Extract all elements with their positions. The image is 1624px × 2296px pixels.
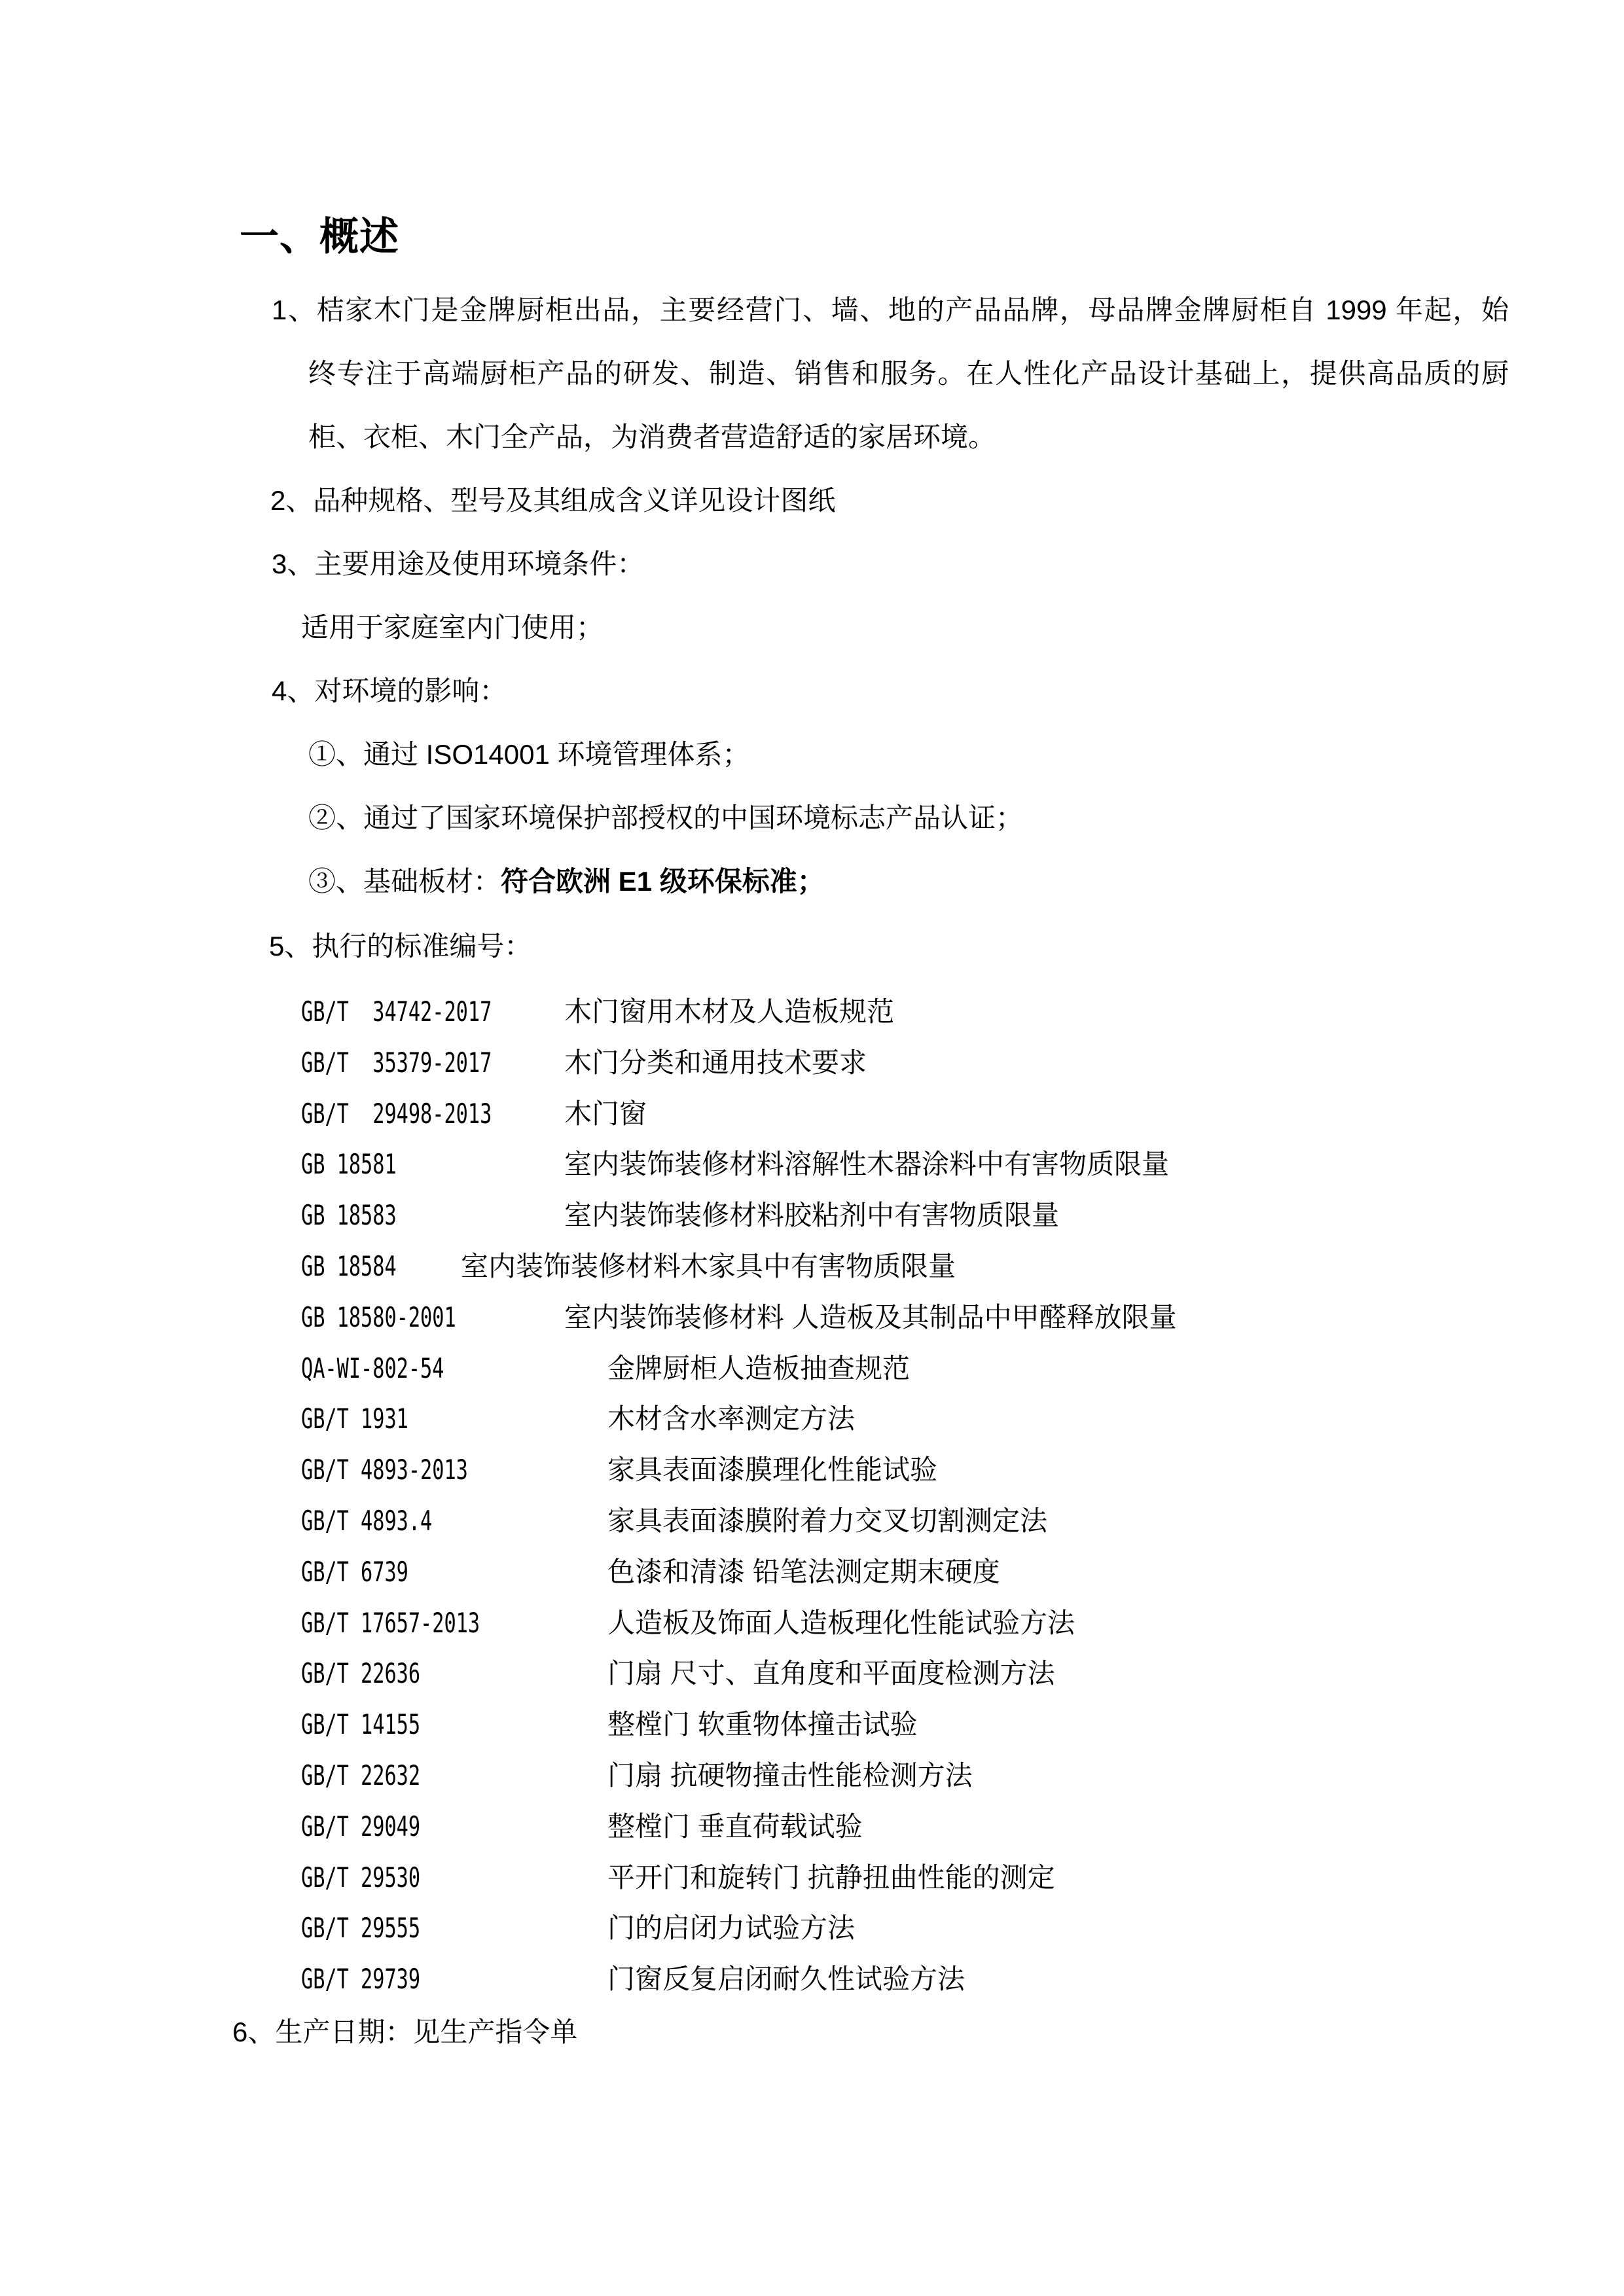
standard-row (0, 1654, 1624, 1693)
standard-code: GB 18581 (301, 1148, 397, 1180)
standard-row (0, 1960, 1624, 1999)
standard-desc: 门扇 尺寸、直角度和平面度检测方法 (607, 1658, 1055, 1689)
standard-code: GB/T 22632 (301, 1759, 421, 1791)
standard-row (0, 1807, 1624, 1846)
standard-code: GB/T 1931 (301, 1403, 408, 1435)
paragraph-6: 6、生产日期：见生产指令单 (232, 2017, 578, 2047)
standard-code: GB/T 29530 (301, 1861, 421, 1893)
standard-desc: 家具表面漆膜附着力交叉切割测定法 (607, 1505, 1048, 1536)
standard-code: GB/T 14155 (301, 1708, 421, 1740)
standard-desc: 室内装饰装修材料木家具中有害物质限量 (461, 1251, 956, 1282)
standard-row (0, 1501, 1624, 1541)
standard-row (0, 1450, 1624, 1490)
standard-code: GB/T 29739 (301, 1963, 421, 1995)
standard-code: GB/T 34742-2017 (301, 996, 492, 1028)
paragraph-1-line-3: 柜、衣柜、木门全产品，为消费者营造舒适的家居环境。 (308, 422, 996, 452)
standard-code: GB/T 29555 (301, 1912, 421, 1944)
standard-code: GB/T 4893-2013 (301, 1454, 468, 1486)
paragraph-3-sub: 适用于家庭室内门使用； (301, 612, 604, 643)
standard-code: GB/T 4893.4 (301, 1505, 433, 1537)
standard-row (0, 1094, 1624, 1134)
standard-code: GB/T 35379-2017 (301, 1047, 492, 1079)
standard-desc: 室内装饰装修材料溶解性木器涂料中有害物质限量 (564, 1149, 1170, 1179)
paragraph-4: 4、对环境的影响： (272, 675, 507, 706)
standard-desc: 门窗反复启闭耐久性试验方法 (607, 1964, 965, 1994)
standard-row (0, 1145, 1624, 1184)
standard-desc: 家具表面漆膜理化性能试验 (607, 1454, 938, 1485)
standard-code: GB/T 29498-2013 (301, 1098, 492, 1130)
standard-desc: 整樘门 垂直荷载试验 (607, 1811, 863, 1842)
standard-row (0, 1043, 1624, 1083)
standard-code: GB 18583 (301, 1199, 397, 1231)
standard-code: GB/T 22636 (301, 1657, 421, 1689)
standard-desc: 人造板及饰面人造板理化性能试验方法 (607, 1607, 1075, 1638)
standard-code: GB 18584 (301, 1250, 397, 1282)
standard-row (0, 1196, 1624, 1235)
paragraph-4-item-3 (308, 862, 825, 901)
standard-code: GB 18580-2001 (301, 1301, 456, 1333)
paragraph-4-item-3-label: ③、基础板材： (308, 866, 501, 897)
standard-desc: 木门分类和通用技术要求 (564, 1047, 867, 1078)
standard-row (0, 1705, 1624, 1744)
standard-code: GB/T 6739 (301, 1556, 408, 1588)
paragraph-3: 3、主要用途及使用环境条件： (272, 548, 645, 579)
standard-row (0, 1247, 1624, 1286)
standard-desc: 整樘门 软重物体撞击试验 (607, 1709, 918, 1740)
paragraph-4-item-3-bold-text: 符合欧洲 E1 级环保标准； (501, 866, 825, 897)
standard-row (0, 1756, 1624, 1795)
standard-code: GB/T 17657-2013 (301, 1607, 480, 1639)
standard-desc: 门的启闭力试验方法 (607, 1912, 856, 1943)
standard-row (0, 1858, 1624, 1897)
standard-desc: 室内装饰装修材料胶粘剂中有害物质限量 (564, 1200, 1060, 1230)
paragraph-4-item-2: ②、通过了国家环境保护部授权的中国环境标志产品认证； (308, 802, 1024, 833)
standard-desc: 木门窗用木材及人造板规范 (564, 996, 895, 1027)
paragraph-4-item-1: ①、通过 ISO14001 环境管理体系； (308, 739, 750, 770)
paragraph-5: 5、执行的标准编号： (269, 931, 532, 961)
standard-desc: 木门窗 (564, 1098, 647, 1129)
standard-desc: 木材含水率测定方法 (607, 1403, 856, 1434)
standard-desc: 室内装饰装修材料 人造板及其制品中甲醛释放限量 (564, 1302, 1177, 1333)
standard-row (0, 1298, 1624, 1337)
standard-code: QA-WI-802-54 (301, 1352, 444, 1384)
standard-desc: 色漆和清漆 铅笔法测定期末硬度 (607, 1556, 1000, 1587)
standard-row (0, 1552, 1624, 1592)
standard-row (0, 992, 1624, 1031)
standard-row (0, 1349, 1624, 1388)
paragraph-1-line-1: 1、桔家木门是金牌厨柜出品，主要经营门、墙、地的产品品牌，母品牌金牌厨柜自 1999 年起，始 (272, 295, 1509, 325)
standard-desc: 门扇 抗硬物撞击性能检测方法 (607, 1760, 973, 1791)
paragraph-1-line-2: 终专注于高端厨柜产品的研发、制造、销售和服务。在人性化产品设计基础上，提供高品质的厨 (308, 358, 1509, 389)
section-heading: 一、概述 (240, 215, 399, 259)
standard-row (0, 1604, 1624, 1643)
paragraph-2: 2、品种规格、型号及其组成含义详见设计图纸 (270, 485, 836, 516)
standard-row (0, 1909, 1624, 1948)
standard-code: GB/T 29049 (301, 1810, 421, 1842)
standard-desc: 平开门和旋转门 抗静扭曲性能的测定 (607, 1862, 1055, 1893)
standard-desc: 金牌厨柜人造板抽查规范 (607, 1353, 911, 1384)
standard-row (0, 1399, 1624, 1439)
